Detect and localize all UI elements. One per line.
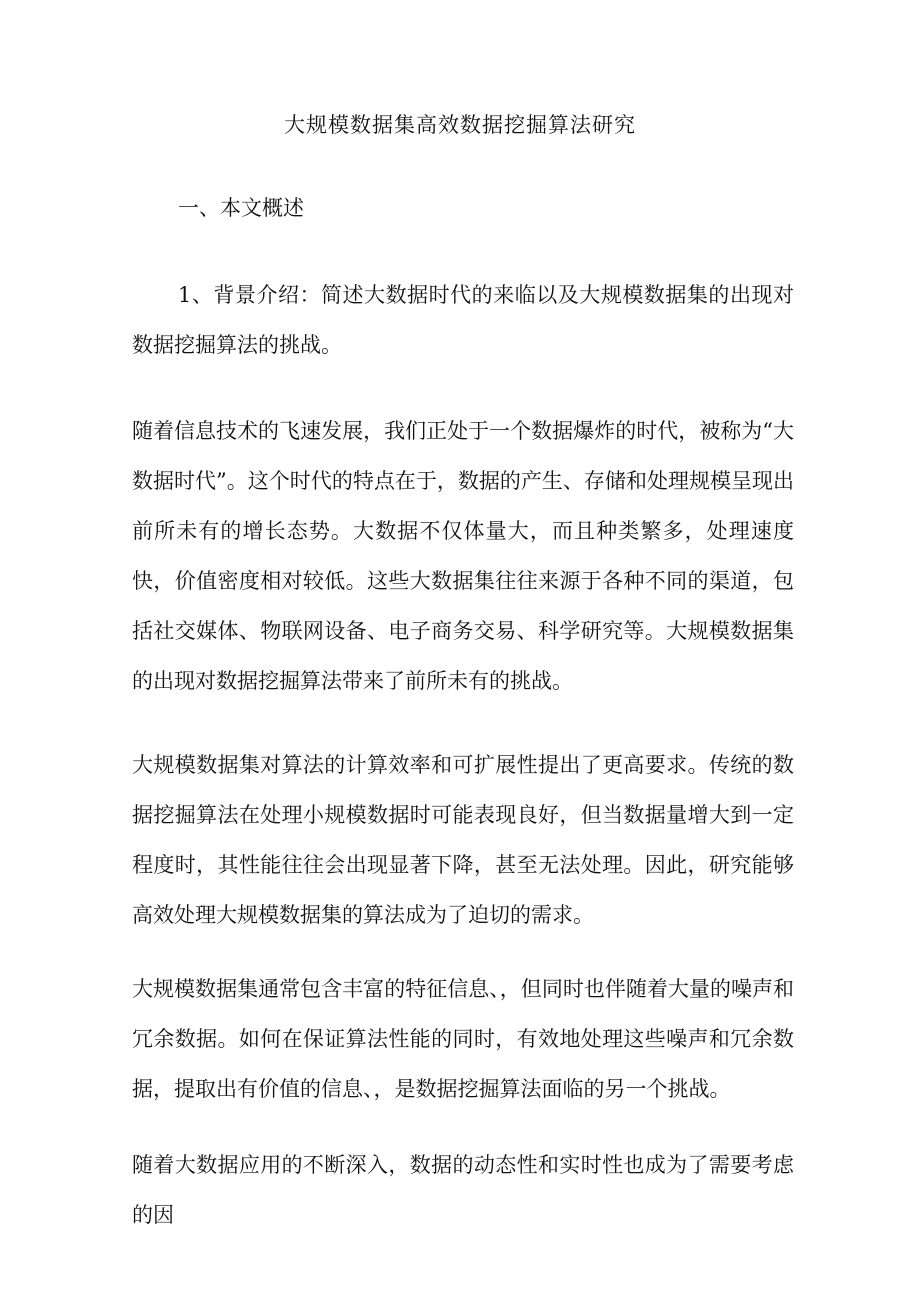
paragraph: 大规模数据集通常包含丰富的特征信息、，但同时也伴随着大量的噪声和冗余数据。如何在保证算法性能的同时，有效地处理这些噪声和冗余数据，提取出有价值的信息、，是数据挖掘算法面临的另一个挑战。 xyxy=(132,977,794,1101)
paragraph: 随着信息技术的飞速发展，我们正处于一个数据爆炸的时代，被称为“大数据时代”。这个时代的特点在于，数据的产生、存储和处理规模呈现出前所未有的增长态势。大数据不仅体量大，而且种类繁多，处理速度快，价值密度相对较低。这些大数据集往往来源于各种不同的渠道，包括社交媒体、物联网设备、电子商务交易、科学研究等。大规模数据集的出现对数据挖掘算法带来了前所未有的挑战。 xyxy=(132,419,794,693)
section-heading: 一、本文概述 xyxy=(178,196,304,220)
paragraph: 大规模数据集对算法的计算效率和可扩展性提出了更高要求。传统的数据挖掘算法在处理小规模数据时可能表现良好，但当数据量增大到一定程度时，其性能往往会出现显著下降，甚至无法处理。因此，研究能够高效处理大规模数据集的算法成为了迫切的需求。 xyxy=(132,753,794,927)
paragraph: 随着大数据应用的不断深入，数据的动态性和实时性也成为了需要考虑的因 xyxy=(132,1153,794,1227)
background-item: 1、背景介绍：简述大数据时代的来临以及大规模数据集的出现对数据挖掘算法的挑战。 xyxy=(132,283,794,357)
document-title: 大规模数据集高效数据挖掘算法研究 xyxy=(284,113,636,137)
